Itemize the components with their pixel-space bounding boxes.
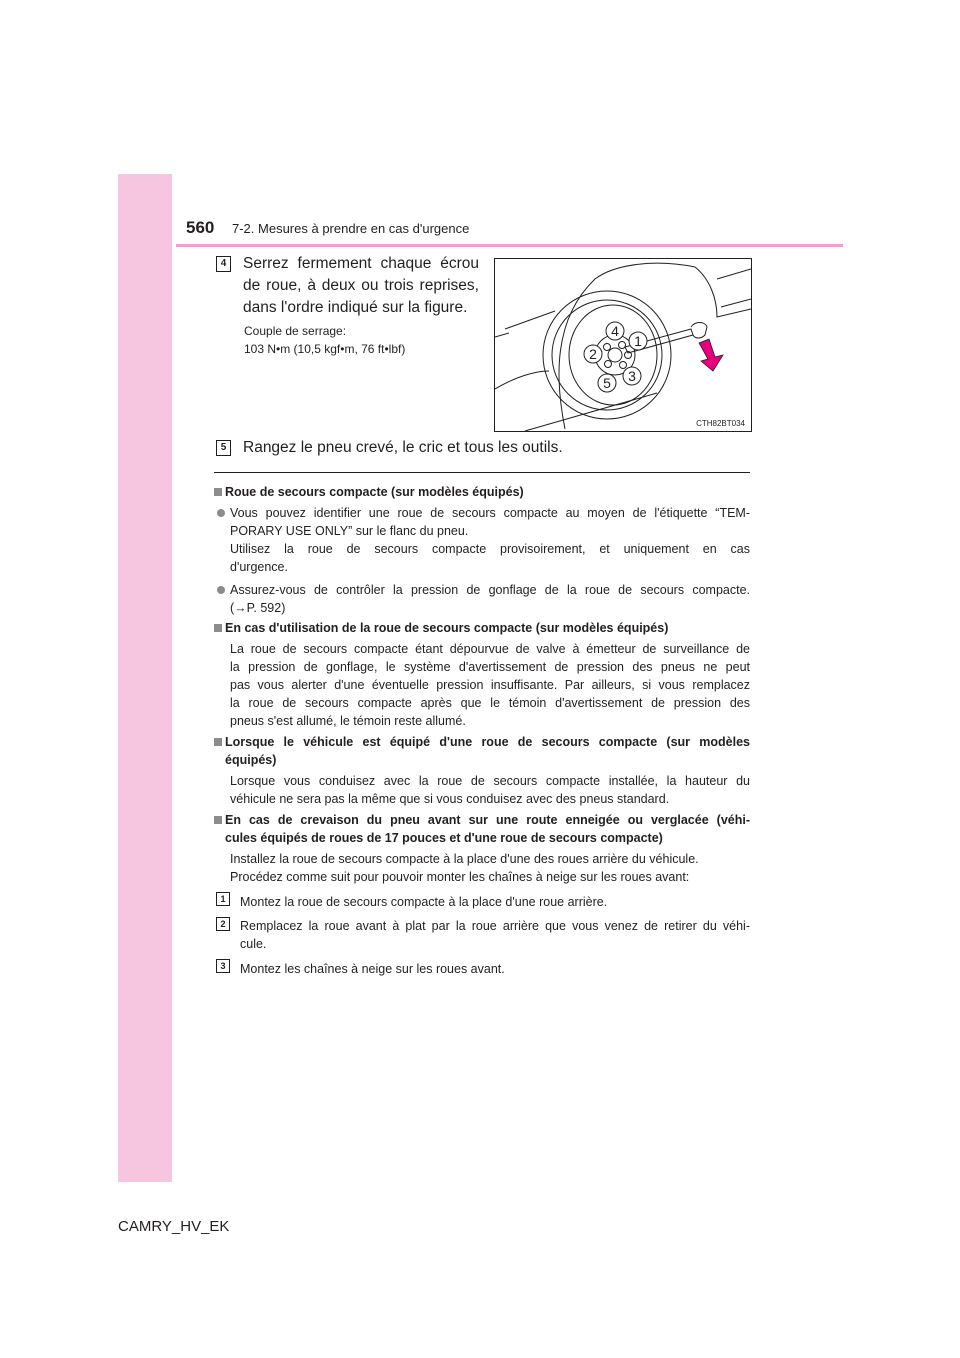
callout-5: 5 (603, 375, 611, 391)
page-number: 560 (186, 218, 215, 237)
step-4-line-1: Serrez fermement chaque écrou (243, 255, 479, 272)
step-5-text: Rangez le pneu crevé, le cric et tous les outils. (243, 439, 563, 456)
callout-3: 3 (628, 368, 636, 384)
round-bullet-icon (217, 509, 225, 517)
substep-2-l1: Remplacez la roue avant à plat par la roue arrière que vous venez de retirer du véhi- (240, 919, 750, 933)
note-spare-b1-l3: Utilisez la roue de secours compacte provisoirement, et uniquement en cas (230, 542, 750, 556)
square-bullet-icon (214, 488, 222, 496)
note-spare-b2-l1: Assurez-vous de contrôler la pression de gonflage de la roue de secours compacte. (230, 583, 750, 597)
wheel-nut-tightening-figure (494, 258, 752, 432)
note-height-l2: véhicule ne sera pas la même que si vous conduisez avec des pneus standard. (230, 792, 670, 806)
step-4-line-3: dans l'ordre indiqué sur la figure. (243, 299, 468, 316)
footer-model: CAMRY_HV_EK (118, 1218, 230, 1235)
note-usage (214, 619, 750, 730)
note-flat-title-l2: cules équipés de roues de 17 pouces et d'une roue de secours compacte) (225, 831, 663, 845)
note-flat-l2: Procédez comme suit pour pouvoir monter les chaînes à neige sur les roues avant: (230, 870, 690, 884)
substep-1-text: Montez la roue de secours compacte à la place d'une roue arrière. (240, 895, 608, 909)
substep-2-l2: cule. (240, 937, 267, 951)
step-4-line-2: de roue, à deux ou trois reprises, (243, 277, 479, 294)
note-usage-l5: pneus s'est allumé, le témoin reste allumé. (230, 714, 466, 728)
page-reference-link[interactable]: (→P. 592) (230, 601, 286, 615)
note-spare-b1-l4: d'urgence. (230, 560, 288, 574)
note-spare-title: Roue de secours compacte (sur modèles équipés) (225, 485, 524, 499)
callout-4: 4 (611, 323, 619, 339)
torque-label: Couple de serrage: (244, 324, 347, 338)
note-usage-l2: la pression de gonflage, le système d'avertissement de pression des pneus ne peut (230, 660, 750, 674)
torque-value: 103 N•m (10,5 kgf•m, 76 ft•lbf) (244, 342, 406, 356)
section-title: 7-2. Mesures à prendre en cas d'urgence (232, 221, 470, 236)
square-bullet-icon (214, 816, 222, 824)
note-spare-b1-l1: Vous pouvez identifier une roue de secours compacte au moyen de l'étiquette “TEM- (230, 506, 750, 520)
note-usage-l4: la roue de secours compacte après que le témoin d'avertissement de pression des (230, 696, 750, 710)
substep-2-number: 2 (216, 917, 230, 931)
note-flat-l1: Installez la roue de secours compacte à la place d'une des roues arrière du véhicule. (230, 852, 699, 866)
note-spare (214, 483, 750, 617)
note-height (214, 733, 750, 808)
round-bullet-icon (217, 586, 225, 594)
note-height-title-l2: équipés) (225, 753, 277, 767)
wheel-illustration (495, 259, 751, 431)
note-usage-l3: pas vous alerter d'une éventuelle pression insuffisante. Par ailleurs, si vous remplacez (230, 678, 750, 692)
side-tab-band (118, 174, 172, 1182)
callout-1: 1 (634, 333, 642, 349)
callout-2: 2 (589, 346, 597, 362)
note-flat-title-l1: En cas de crevaison du pneu avant sur une route enneigée ou verglacée (véhi- (225, 813, 750, 827)
step-4-number: 4 (216, 256, 231, 272)
substep-2-text (240, 917, 750, 953)
figure-code: CTH82BT034 (696, 419, 745, 428)
note-usage-l1: La roue de secours compacte étant dépourvue de valve à émetteur de surveillance de (230, 642, 750, 656)
square-bullet-icon (214, 738, 222, 746)
note-spare-b1-l2: PORARY USE ONLY” sur le flanc du pneu. (230, 524, 469, 538)
note-height-l1: Lorsque vous conduisez avec la roue de secours compacte installée, la hauteur du (230, 774, 750, 788)
substep-3-number: 3 (216, 959, 230, 973)
substep-1-number: 1 (216, 892, 230, 906)
square-bullet-icon (214, 624, 222, 632)
note-flat (214, 811, 750, 886)
note-height-title-l1: Lorsque le véhicule est équipé d'une roue de secours compacte (sur modèles (225, 735, 750, 749)
header-rule (176, 244, 843, 247)
step-5-number: 5 (216, 440, 231, 456)
section-divider (214, 472, 750, 473)
note-usage-title: En cas d'utilisation de la roue de secours compacte (sur modèles équipés) (225, 621, 669, 635)
substep-3-text: Montez les chaînes à neige sur les roues avant. (240, 962, 505, 976)
